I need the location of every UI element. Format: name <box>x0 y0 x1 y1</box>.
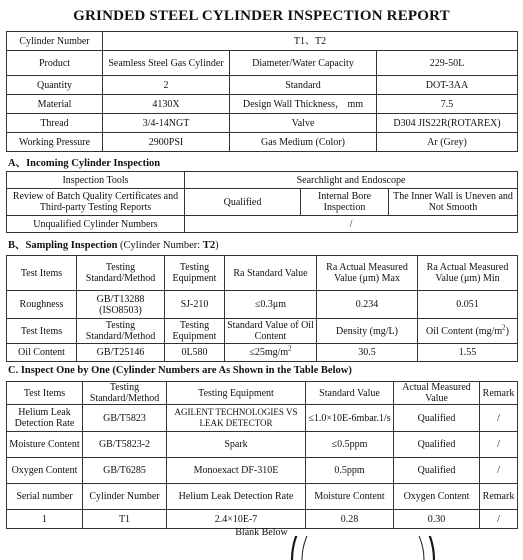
serial-header-oxygen: Oxygen Content <box>394 484 480 510</box>
moisture-equipment: Spark <box>167 432 306 458</box>
serial-header-serial: Serial number <box>7 484 83 510</box>
report-title: GRINDED STEEL CYLINDER INSPECTION REPORT <box>73 8 450 24</box>
helium-standard: ≤1.0×10E-6mbar.1/s <box>306 405 394 432</box>
standard-value: DOT-3AA <box>377 76 518 95</box>
section-b-cylinder-number: T2 <box>202 240 216 251</box>
oil-standard-sup: 2 <box>288 344 292 353</box>
inspection-tools-value: Searchlight and Endoscope <box>185 172 518 189</box>
oil-standard-text: ≤25mg/m <box>249 347 289 358</box>
b-header-ra-standard: Ra Standard Value <box>225 256 317 291</box>
wall-thickness-value: 7.5 <box>377 95 518 114</box>
roughness-equipment: SJ-210 <box>165 291 225 319</box>
section-b-note-suffix: ) <box>215 240 219 251</box>
c-header-method: Testing Standard/Method <box>83 382 167 405</box>
standard-label: Standard <box>230 76 377 95</box>
helium-item: Helium Leak Detection Rate <box>7 405 83 432</box>
quantity-value: 2 <box>103 76 230 95</box>
incoming-inspection-table <box>6 171 518 233</box>
serial-remark: / <box>480 510 518 529</box>
oxygen-standard: 0.5ppm <box>306 458 394 484</box>
oil-content-header-sup: 2 <box>502 323 506 332</box>
helium-remark: / <box>480 405 518 432</box>
table-row <box>7 432 518 458</box>
thread-label: Thread <box>7 114 103 133</box>
blank-below-note: Blank Below <box>235 527 288 538</box>
b-header-ra-max: Ra Actual Measured Value (μm) Max <box>317 256 418 291</box>
unqualified-numbers-label: Unqualified Cylinder Numbers <box>7 216 185 233</box>
oxygen-actual: Qualified <box>394 458 480 484</box>
oxygen-item: Oxygen Content <box>7 458 83 484</box>
c-header-actual: Actual Measured Value <box>394 382 480 405</box>
cylinder-info-table <box>6 31 518 152</box>
b-header2-density: Density (mg/L) <box>317 319 418 344</box>
inspection-tools-label: Inspection Tools <box>7 172 185 189</box>
serial-oxygen: 0.30 <box>394 510 480 529</box>
one-by-one-table <box>6 381 518 529</box>
roughness-standard: ≤0.3μm <box>225 291 317 319</box>
serial-header-moisture: Moisture Content <box>306 484 394 510</box>
table-row <box>7 510 518 529</box>
serial-value: 1 <box>7 510 83 529</box>
diameter-label: Diameter/Water Capacity <box>230 51 377 76</box>
section-b-note-prefix: (Cylinder Number: <box>120 240 203 251</box>
oil-equipment: 0L580 <box>165 344 225 362</box>
helium-equipment: AGILENT TECHNOLOGIES VS LEAK DETECTOR <box>167 405 306 432</box>
roughness-max: 0.234 <box>317 291 418 319</box>
cylinder-number-label: Cylinder Number <box>7 32 103 51</box>
roughness-min: 0.051 <box>418 291 518 319</box>
valve-value: D304 JIS22R(ROTAREX) <box>377 114 518 133</box>
oil-content: 1.55 <box>418 344 518 362</box>
unqualified-numbers-value: / <box>185 216 518 233</box>
moisture-remark: / <box>480 432 518 458</box>
working-pressure-value: 2900PSI <box>103 133 230 152</box>
oil-standard <box>225 344 317 362</box>
wall-thickness-label: Design Wall Thickness， mm <box>230 95 377 114</box>
section-c-title: C. Inspect One by One (Cylinder Numbers are As Shown in the Table Below) <box>8 365 352 376</box>
gas-medium-value: Ar (Grey) <box>377 133 518 152</box>
oil-method: GB/T25146 <box>77 344 165 362</box>
b-header-equipment: Testing Equipment <box>165 256 225 291</box>
product-value: Seamless Steel Gas Cylinder <box>103 51 230 76</box>
helium-method: GB/T5823 <box>83 405 167 432</box>
internal-bore-value: The Inner Wall is Uneven and Not Smooth <box>389 189 518 216</box>
table-row <box>7 405 518 432</box>
serial-header-cylinder: Cylinder Number <box>83 484 167 510</box>
cylinder-number-value: T1、T2 <box>103 32 518 51</box>
batch-review-label: Review of Batch Quality Certificates and Third-party Testing Reports <box>7 189 185 216</box>
company-stamp <box>288 536 438 560</box>
b-header-ra-min: Ra Actual Measured Value (μm) Min <box>418 256 518 291</box>
oil-content-header-close: ) <box>505 325 509 337</box>
internal-bore-label: Internal Bore Inspection <box>301 189 389 216</box>
moisture-standard: ≤0.5ppm <box>306 432 394 458</box>
b-header2-test-items: Test Items <box>7 319 77 344</box>
b-header-method: Testing Standard/Method <box>77 256 165 291</box>
product-label: Product <box>7 51 103 76</box>
roughness-item: Roughness <box>7 291 77 319</box>
gas-medium-label: Gas Medium (Color) <box>230 133 377 152</box>
serial-header-remark: Remark <box>480 484 518 510</box>
oil-content-header-text: Oil Content (mg/m <box>426 325 503 337</box>
quantity-label: Quantity <box>7 76 103 95</box>
working-pressure-label: Working Pressure <box>7 133 103 152</box>
section-b-heading: B、Sampling Inspection <box>8 240 118 251</box>
oxygen-method: GB/T6285 <box>83 458 167 484</box>
oxygen-remark: / <box>480 458 518 484</box>
moisture-actual: Qualified <box>394 432 480 458</box>
table-row <box>7 458 518 484</box>
material-value: 4130X <box>103 95 230 114</box>
oil-item: Oil Content <box>7 344 77 362</box>
b-header2-oil-standard: Standard Value of Oil Content <box>225 319 317 344</box>
thread-value: 3/4-14NGT <box>103 114 230 133</box>
b-header2-oil-content <box>418 319 518 344</box>
serial-header-helium: Helium Leak Detection Rate <box>167 484 306 510</box>
roughness-method: GB/T13288 (ISO8503) <box>77 291 165 319</box>
c-header-remark: Remark <box>480 382 518 405</box>
batch-review-value: Qualified <box>185 189 301 216</box>
valve-label: Valve <box>230 114 377 133</box>
serial-moisture: 0.28 <box>306 510 394 529</box>
helium-actual: Qualified <box>394 405 480 432</box>
section-b-title <box>8 237 219 252</box>
moisture-method: GB/T5823-2 <box>83 432 167 458</box>
material-label: Material <box>7 95 103 114</box>
b-header2-equipment: Testing Equipment <box>165 319 225 344</box>
c-header-standard: Standard Value <box>306 382 394 405</box>
b-header-test-items: Test Items <box>7 256 77 291</box>
b-header2-method: Testing Standard/Method <box>77 319 165 344</box>
serial-helium: 2.4×10E-7 <box>167 510 306 529</box>
oil-density: 30.5 <box>317 344 418 362</box>
c-header-test-items: Test Items <box>7 382 83 405</box>
oxygen-equipment: Monoexact DF-310E <box>167 458 306 484</box>
sampling-inspection-table <box>6 255 518 362</box>
serial-cylinder: T1 <box>83 510 167 529</box>
section-a-title: A、Incoming Cylinder Inspection <box>8 158 161 169</box>
diameter-value: 229-50L <box>377 51 518 76</box>
moisture-item: Moisture Content <box>7 432 83 458</box>
c-header-equipment: Testing Equipment <box>167 382 306 405</box>
